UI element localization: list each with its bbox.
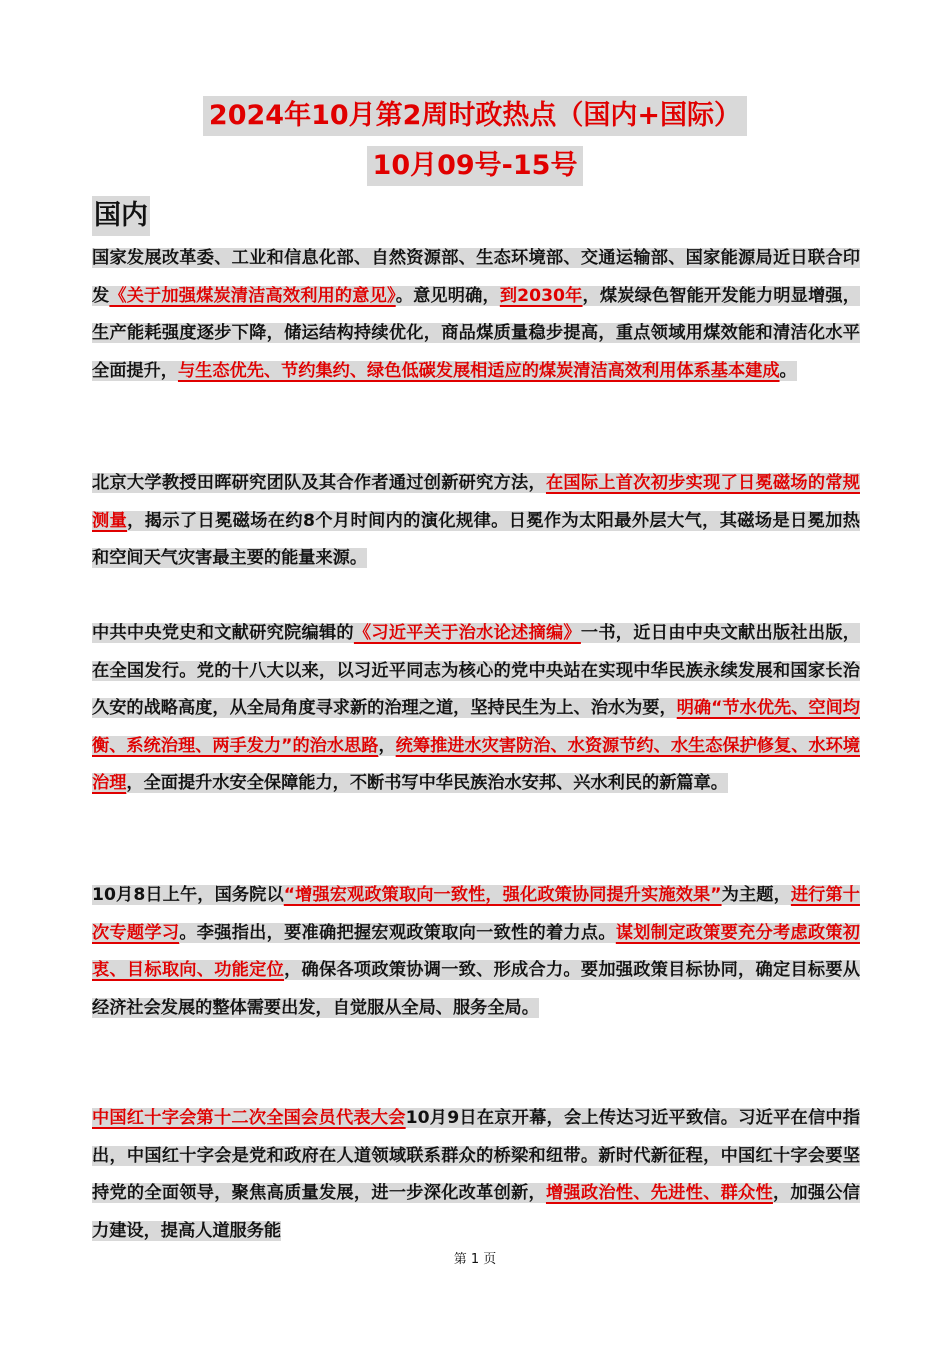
news-paragraph	[92, 465, 860, 578]
paragraph-text: 一书，近日由中央文献出版社出版，在全国发行。党的十八大以来，以习近平同志为核心的党中央站在实现中华民族永续发展和国家长治久安的战略高度，从全局角度寻求新的治理之道，坚持民生为上、治水为要，	[92, 623, 860, 718]
page-number: 第 1 页	[453, 1252, 497, 1267]
news-paragraph	[92, 877, 860, 1027]
highlighted-keyphrase: 与生态优先、节约集约、绿色低碳发展相适应的煤炭清洁高效利用体系基本建成	[177, 360, 780, 381]
news-paragraph	[92, 240, 860, 390]
highlighted-keyphrase: 《关于加强煤炭清洁高效利用的意见》	[109, 285, 396, 306]
highlighted-keyphrase: 中国红十字会第十二次全国会员代表大会	[92, 1108, 406, 1128]
paragraph-text: 。意见明确，	[395, 285, 500, 306]
highlighted-keyphrase: 明确“节水优先、空间均衡、系统治理、两手发力”的治水思路	[92, 698, 860, 756]
highlighted-keyphrase: 《习近平关于治水论述摘编》	[353, 623, 581, 643]
highlighted-keyphrase: “增强宏观政策取向一致性，强化政策协同提升实施效果”	[283, 885, 722, 905]
paragraph-text: ，	[378, 735, 396, 756]
highlighted-keyphrase: 进行第十次专题学习	[92, 885, 860, 943]
paragraph-text: ，煤炭绿色智能开发能力明显增强，生产能耗强度逐步下降，储运结构持续优化，商品煤质量稳步提高，重点领域用煤效能和清洁化水平全面提升，	[92, 285, 860, 381]
paragraph-text: 。李强指出，要准确把握宏观政策取向一致性的着力点。	[179, 922, 616, 943]
paragraph-text: ，全面提升水安全保障能力，不断书写中华民族治水安邦、兴水利民的新篇章。	[126, 773, 728, 793]
paragraph-text: 为主题，	[721, 885, 791, 905]
paragraph-text: 北京大学教授田晖研究团队及其合作者通过创新研究方法，	[92, 473, 546, 493]
paragraph-text: 10月9日在京开幕，会上传达习近平致信。习近平在信中指出，中国红十字会是党和政府在人道领域联系群众的桥梁和纽带。新时代新征程，中国红十字会要坚持党的全面领导，聚焦高质量发展，进一步深化改革创新，	[92, 1108, 860, 1203]
paragraph-text: 10月8日上午，国务院以	[92, 885, 284, 905]
highlighted-keyphrase: 统筹推进水灾害防治、水资源节约、水生态保护修复、水环境治理	[92, 735, 860, 793]
news-paragraph	[92, 1100, 860, 1250]
news-paragraph	[92, 615, 860, 803]
page-title: 2024年10月第2周时政热点（国内+国际）	[203, 96, 747, 136]
highlighted-keyphrase: 到2030年	[499, 285, 583, 306]
highlighted-keyphrase: 增强政治性、先进性、群众性	[545, 1183, 773, 1203]
highlighted-keyphrase: 在国际上首次初步实现了日冕磁场的常规测量	[92, 473, 860, 531]
title-line-1-wrap	[0, 96, 950, 136]
title-line-2-wrap	[0, 146, 950, 186]
paragraph-text: 中共中央党史和文献研究院编辑的	[92, 623, 354, 643]
section-heading-domestic: 国内	[92, 196, 150, 236]
paragraph-text: ，加强公信力建设，提高人道服务能	[92, 1183, 860, 1241]
highlighted-keyphrase: 谋划制定政策要充分考虑政策初衷、目标取向、功能定位	[92, 922, 860, 980]
paragraph-text: 国家发展改革委、工业和信息化部、自然资源部、生态环境部、交通运输部、国家能源局近日联合印发	[92, 248, 860, 306]
date-range-subtitle: 10月09号-15号	[367, 146, 584, 186]
paragraph-text: 。	[779, 360, 797, 381]
paragraph-text: ，确保各项政策协调一致、形成合力。要加强政策目标协同，确定目标要从经济社会发展的整体需要出发，自觉服从全局、服务全局。	[92, 960, 860, 1018]
paragraph-text: ，揭示了日冕磁场在约8个月时间内的演化规律。日冕作为太阳最外层大气，其磁场是日冕加热和空间天气灾害最主要的能量来源。	[92, 510, 860, 568]
